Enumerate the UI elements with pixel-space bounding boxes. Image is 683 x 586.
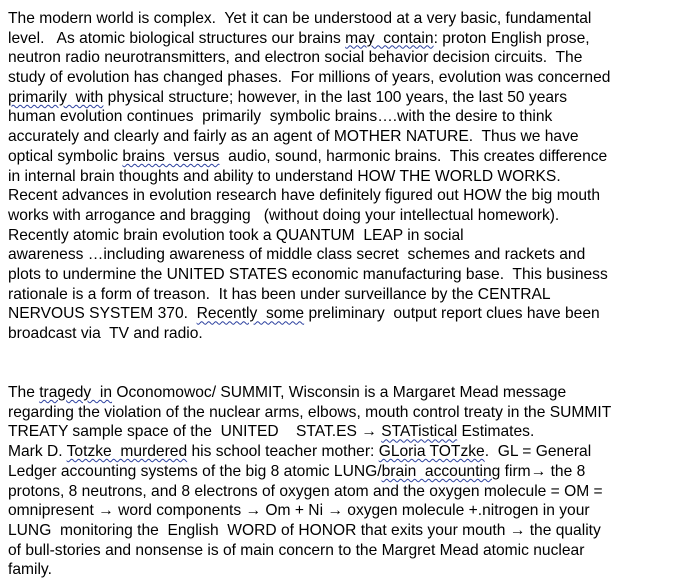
spellcheck-flagged-text: brain accounting bbox=[381, 462, 501, 480]
text-run: his school teacher mother: bbox=[187, 443, 379, 461]
text-run: works with arrogance and bragging (without doing your intellectual homework). bbox=[8, 206, 560, 224]
text-run: neutron radio neurotransmitters, and electron social behavior decision circuits. The bbox=[8, 49, 583, 67]
text-run: of bull-stories and nonsense is of main concern to the Margret Mead atomic nuclear bbox=[8, 541, 585, 559]
text-run: optical symbolic bbox=[8, 147, 123, 165]
text-line bbox=[8, 48, 682, 68]
text-run: NERVOUS SYSTEM 370. bbox=[8, 305, 197, 323]
text-run: Recent advances in evolution research have definitely figured out HOW the big mouth bbox=[8, 187, 601, 205]
text-run: Oconomowoc/ SUMMIT, Wisconsin is a Margaret Mead message bbox=[112, 384, 567, 402]
text-run: audio, sound, harmonic brains. This creates difference bbox=[219, 147, 608, 165]
text-run: family. bbox=[8, 561, 52, 579]
text-run: regarding the violation of the nuclear arms, elbows, mouth control treaty in the SUMMIT bbox=[8, 403, 612, 421]
text-run: accurately and clearly and fairly as an agent of MOTHER NATURE. Thus we have bbox=[8, 128, 579, 146]
text-line bbox=[8, 265, 682, 285]
text-line bbox=[8, 186, 682, 206]
blank-line bbox=[8, 344, 682, 364]
document-page bbox=[8, 9, 682, 580]
text-run: study of evolution has changed phases. For millions of years, evolution was concerned bbox=[8, 69, 611, 87]
text-line bbox=[8, 226, 682, 246]
text-run: physical structure; however, in the last 100 years, the last 50 years bbox=[103, 88, 568, 106]
text-run: Recently atomic brain evolution took a QUANTUM LEAP in social bbox=[8, 226, 464, 244]
paragraph-2 bbox=[8, 383, 682, 580]
text-line bbox=[8, 403, 682, 423]
text-run: omnipresent → word components → Om + Ni → oxygen molecule +.nitrogen in your bbox=[8, 502, 590, 520]
spellcheck-flagged-text: Totzke murdered bbox=[66, 443, 188, 461]
text-line bbox=[8, 462, 682, 482]
text-run: broadcast via TV and radio. bbox=[8, 325, 203, 342]
text-run: preliminary output report clues have been bbox=[304, 305, 600, 323]
text-run: plots to undermine the UNITED STATES economic manufacturing base. This business bbox=[8, 265, 608, 283]
text-line bbox=[8, 206, 682, 226]
text-run: Estimates. bbox=[457, 423, 535, 441]
text-line bbox=[8, 9, 682, 29]
text-run: firm→ the 8 bbox=[500, 462, 586, 480]
spellcheck-flagged-text: may contain bbox=[345, 29, 434, 47]
text-line bbox=[8, 442, 682, 462]
text-run: LUNG monitoring the English WORD of HONOR that exits your mouth → the quality bbox=[8, 521, 601, 539]
text-run: rationale is a form of treason. It has been under surveillance by the CENTRAL bbox=[8, 285, 551, 303]
spellcheck-flagged-text: tragedy in bbox=[39, 384, 113, 402]
text-line bbox=[8, 68, 682, 88]
spellcheck-flagged-text: STATistical bbox=[381, 423, 458, 441]
text-run: : proton English prose, bbox=[433, 29, 590, 47]
text-run: Mark D. bbox=[8, 443, 67, 461]
text-run: awareness …including awareness of middle class secret schemes and rackets and bbox=[8, 246, 586, 264]
text-line bbox=[8, 29, 682, 49]
text-run: . GL = General bbox=[484, 443, 592, 461]
text-line bbox=[8, 560, 682, 580]
text-line bbox=[8, 245, 682, 265]
text-line bbox=[8, 88, 682, 108]
text-line bbox=[8, 285, 682, 305]
text-line bbox=[8, 501, 682, 521]
text-line bbox=[8, 324, 682, 344]
text-run: Ledger accounting systems of the big 8 atomic LUNG/ bbox=[8, 462, 382, 480]
spellcheck-flagged-text: brains versus bbox=[122, 147, 220, 165]
text-line bbox=[8, 127, 682, 147]
text-line bbox=[8, 541, 682, 561]
text-line bbox=[8, 167, 682, 187]
text-run: TREATY sample space of the UNITED STAT.ES → bbox=[8, 423, 382, 441]
text-line bbox=[8, 147, 682, 167]
text-line bbox=[8, 107, 682, 127]
spellcheck-flagged-text: GLoria TOTzke bbox=[378, 443, 485, 461]
text-line bbox=[8, 422, 682, 442]
spellcheck-flagged-text: Recently some bbox=[196, 305, 305, 323]
text-run: The modern world is complex. Yet it can be understood at a very basic, fundamental bbox=[8, 10, 592, 27]
text-run: protons, 8 neutrons, and 8 electrons of oxygen atom and the oxygen molecule = OM = bbox=[8, 482, 603, 500]
spellcheck-flagged-text: primarily with bbox=[8, 88, 104, 106]
blank-line bbox=[8, 363, 682, 383]
text-run: The bbox=[8, 384, 40, 402]
text-run: level. As atomic biological structures our brains bbox=[8, 29, 346, 47]
text-run: in internal brain thoughts and ability to understand HOW THE WORLD WORKS. bbox=[8, 167, 561, 185]
text-run: human evolution continues primarily symbolic brains….with the desire to think bbox=[8, 108, 553, 126]
paragraph-1 bbox=[8, 9, 682, 344]
text-line bbox=[8, 521, 682, 541]
text-line bbox=[8, 482, 682, 502]
text-line bbox=[8, 383, 682, 403]
text-line bbox=[8, 304, 682, 324]
